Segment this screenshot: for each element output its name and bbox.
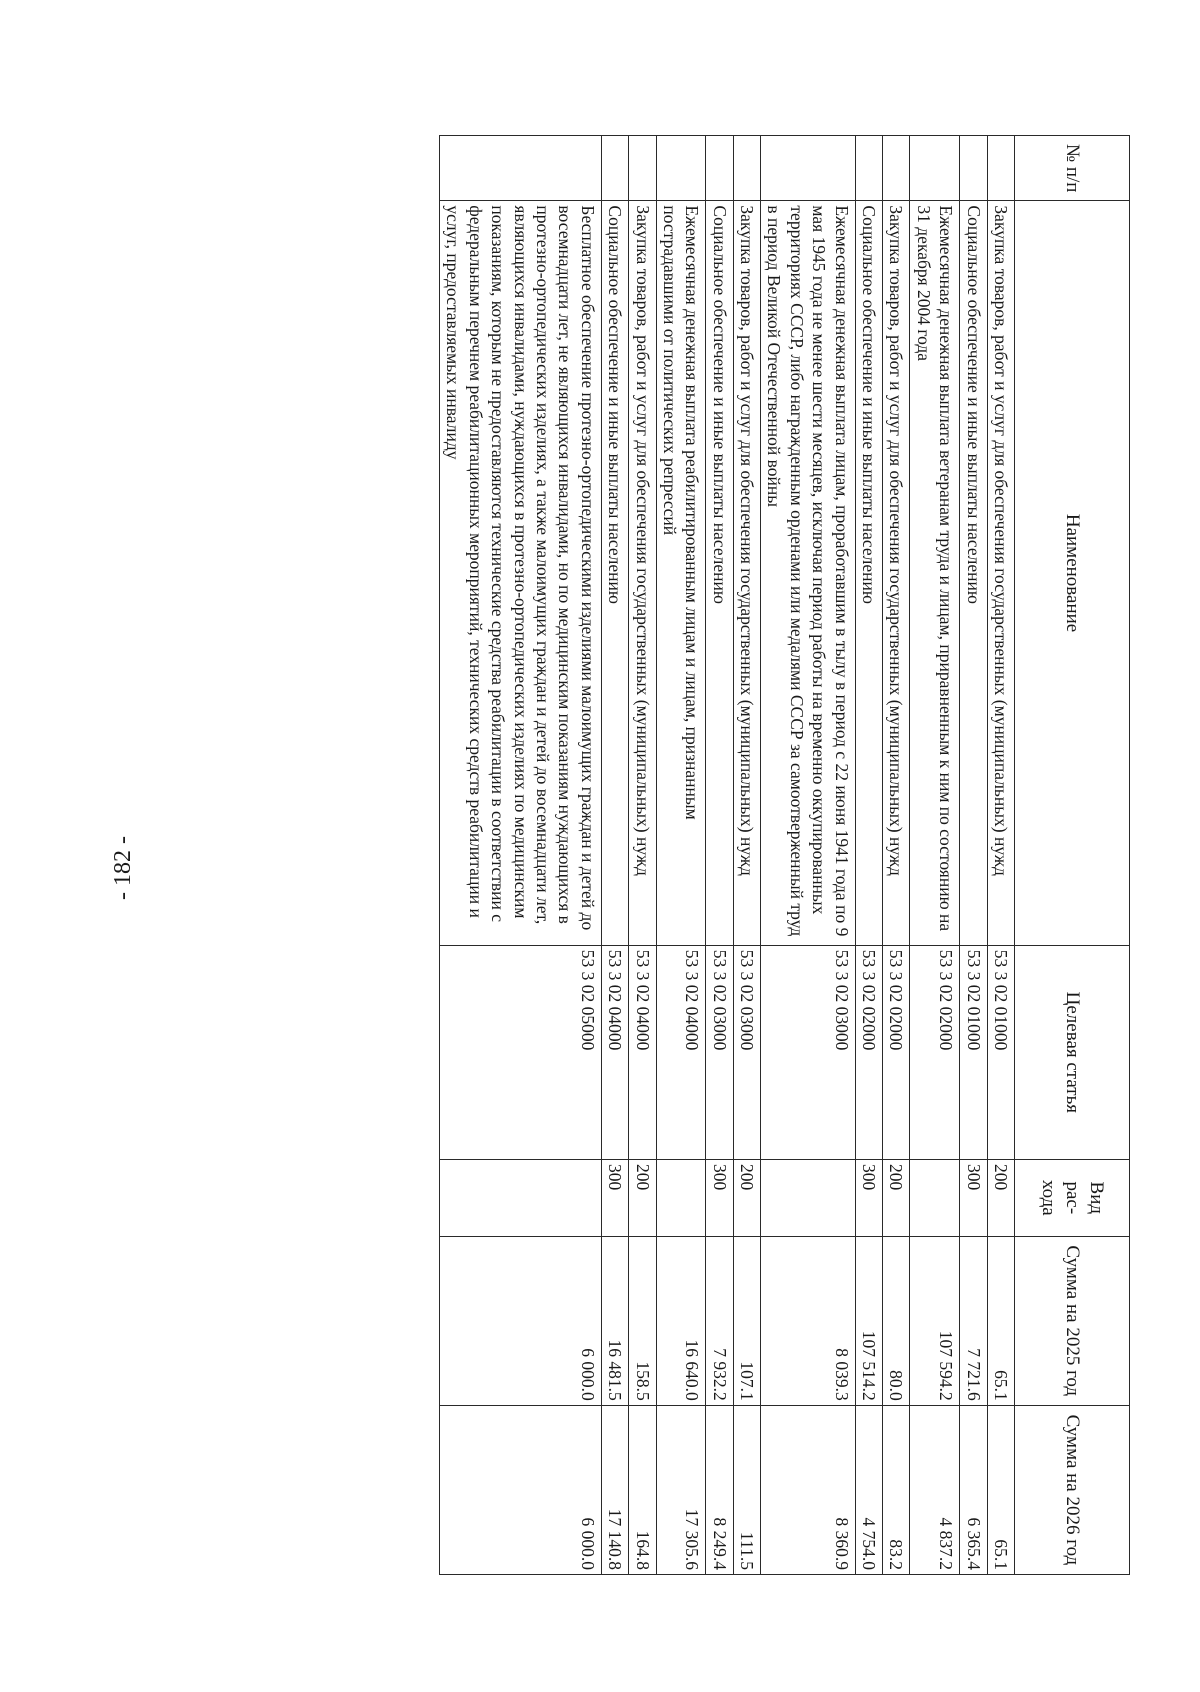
cell-num — [855, 136, 882, 201]
cell-num — [987, 136, 1014, 201]
cell-target: 53 3 02 03000 — [761, 945, 856, 1159]
cell-name: Социальное обеспечение и иные выплаты населению — [960, 201, 987, 945]
cell-name: Закупка товаров, работ и услуг для обеспечения государственных (муниципальных) нужд — [629, 201, 656, 945]
cell-kind: 200 — [629, 1159, 656, 1236]
cell-num — [910, 136, 960, 201]
cell-sum-2026: 17 140.8 — [601, 1405, 628, 1574]
cell-name: Ежемесячная денежная выплата ветеранам труда и лицам, приравненным к ним по состоянию на 31 декабря 2004 года — [910, 201, 960, 945]
cell-num — [629, 136, 656, 201]
cell-sum-2025: 158.5 — [629, 1236, 656, 1405]
cell-name: Социальное обеспечение и иные выплаты населению — [706, 201, 733, 945]
cell-kind — [910, 1159, 960, 1236]
cell-target: 53 3 02 02000 — [910, 945, 960, 1159]
cell-name: Закупка товаров, работ и услуг для обеспечения государственных (муниципальных) нужд — [987, 201, 1014, 945]
cell-sum-2025: 16 640.0 — [656, 1236, 706, 1405]
cell-sum-2025: 16 481.5 — [601, 1236, 628, 1405]
header-num: № п/п — [1015, 136, 1130, 201]
cell-sum-2026: 17 305.6 — [656, 1405, 706, 1574]
cell-num — [960, 136, 987, 201]
cell-target: 53 3 02 04000 — [629, 945, 656, 1159]
cell-sum-2025: 8 039.3 — [761, 1236, 856, 1405]
cell-target: 53 3 02 04000 — [601, 945, 628, 1159]
cell-kind — [656, 1159, 706, 1236]
cell-kind: 200 — [883, 1159, 910, 1236]
cell-num — [656, 136, 706, 201]
cell-kind: 300 — [855, 1159, 882, 1236]
cell-target: 53 3 02 03000 — [706, 945, 733, 1159]
cell-name: Ежемесячная денежная выплата реабилитированным лицам и лицам, признанным пострадавшими от политических репрессий — [656, 201, 706, 945]
header-sum-2025: Сумма на 2025 год — [1015, 1236, 1130, 1405]
cell-name: Социальное обеспечение и иные выплаты населению — [601, 201, 628, 945]
table-row — [440, 136, 602, 1575]
table-row — [601, 136, 628, 1575]
budget-table — [439, 135, 1130, 1575]
cell-kind — [440, 1159, 602, 1236]
cell-target: 53 3 02 01000 — [987, 945, 1014, 1159]
cell-sum-2025: 107.1 — [733, 1236, 760, 1405]
cell-name: Закупка товаров, работ и услуг для обеспечения государственных (муниципальных) нужд — [733, 201, 760, 945]
header-name: Наименование — [1015, 201, 1130, 945]
cell-sum-2025: 107 514.2 — [855, 1236, 882, 1405]
cell-kind: 300 — [960, 1159, 987, 1236]
cell-num — [883, 136, 910, 201]
cell-target: 53 3 02 02000 — [855, 945, 882, 1159]
cell-kind — [761, 1159, 856, 1236]
cell-name: Ежемесячная денежная выплата лицам, проработавшим в тылу в период с 22 июня 1941 года по 9 мая 1945 года не менее шести месяцев, исключая период работы на временно оккупированных территориях СССР, либо награжденным орденами или медалями СССР за самоотверженный труд в период Великой Отечественной войны — [761, 201, 856, 945]
cell-sum-2026: 111.5 — [733, 1405, 760, 1574]
cell-sum-2026: 4 754.0 — [855, 1405, 882, 1574]
cell-sum-2025: 65.1 — [987, 1236, 1014, 1405]
cell-kind: 300 — [706, 1159, 733, 1236]
cell-target: 53 3 02 04000 — [656, 945, 706, 1159]
table-row — [910, 136, 960, 1575]
cell-kind: 200 — [733, 1159, 760, 1236]
header-sum-2026: Сумма на 2026 год — [1015, 1405, 1130, 1574]
cell-kind: 300 — [601, 1159, 628, 1236]
header-target: Целевая статья — [1015, 945, 1130, 1159]
cell-sum-2025: 6 000.0 — [440, 1236, 602, 1405]
table-row — [706, 136, 733, 1575]
table-header-row — [1015, 136, 1130, 1575]
cell-kind: 200 — [987, 1159, 1014, 1236]
cell-target: 53 3 02 02000 — [883, 945, 910, 1159]
table-row — [656, 136, 706, 1575]
cell-sum-2026: 65.1 — [987, 1405, 1014, 1574]
table-row — [855, 136, 882, 1575]
cell-sum-2026: 6 365.4 — [960, 1405, 987, 1574]
table-row — [987, 136, 1014, 1575]
cell-num — [440, 136, 602, 201]
table-row — [960, 136, 987, 1575]
cell-target: 53 3 02 05000 — [440, 945, 602, 1159]
cell-sum-2026: 83.2 — [883, 1405, 910, 1574]
cell-num — [706, 136, 733, 201]
cell-target: 53 3 02 03000 — [733, 945, 760, 1159]
cell-sum-2025: 107 594.2 — [910, 1236, 960, 1405]
cell-sum-2025: 7 721.6 — [960, 1236, 987, 1405]
cell-sum-2025: 7 932.2 — [706, 1236, 733, 1405]
cell-num — [733, 136, 760, 201]
table-row — [733, 136, 760, 1575]
page-number: - 182 - — [110, 836, 136, 900]
table-row — [629, 136, 656, 1575]
cell-num — [761, 136, 856, 201]
cell-sum-2025: 80.0 — [883, 1236, 910, 1405]
cell-sum-2026: 8 360.9 — [761, 1405, 856, 1574]
cell-sum-2026: 164.8 — [629, 1405, 656, 1574]
cell-sum-2026: 4 837.2 — [910, 1405, 960, 1574]
header-kind: Вид рас-хода — [1015, 1159, 1130, 1236]
cell-sum-2026: 6 000.0 — [440, 1405, 602, 1574]
cell-sum-2026: 8 249.4 — [706, 1405, 733, 1574]
table-body — [440, 136, 1015, 1575]
cell-num — [601, 136, 628, 201]
cell-name: Бесплатное обеспечение протезно-ортопедическими изделиями малоимущих граждан и детей до восемнадцати лет, не являющихся инвалидами, но по медицинским показаниям нуждающихся в протезно-ортопедических изделиях, а также малоимущих граждан и детей до восемнадцати лет, являющихся инвалидами, нуждающихся в протезно-ортопедических изделиях по медицинским показаниям, которым не предоставляются технические средства реабилитации в соответствии с федеральным перечнем реабилитационных мероприятий, технических средств реабилитации и услуг, предоставляемых инвалиду — [440, 201, 602, 945]
cell-target: 53 3 02 01000 — [960, 945, 987, 1159]
cell-name: Закупка товаров, работ и услуг для обеспечения государственных (муниципальных) нужд — [883, 201, 910, 945]
budget-table-container — [120, 135, 1130, 1575]
table-row — [761, 136, 856, 1575]
table-row — [883, 136, 910, 1575]
cell-name: Социальное обеспечение и иные выплаты населению — [855, 201, 882, 945]
